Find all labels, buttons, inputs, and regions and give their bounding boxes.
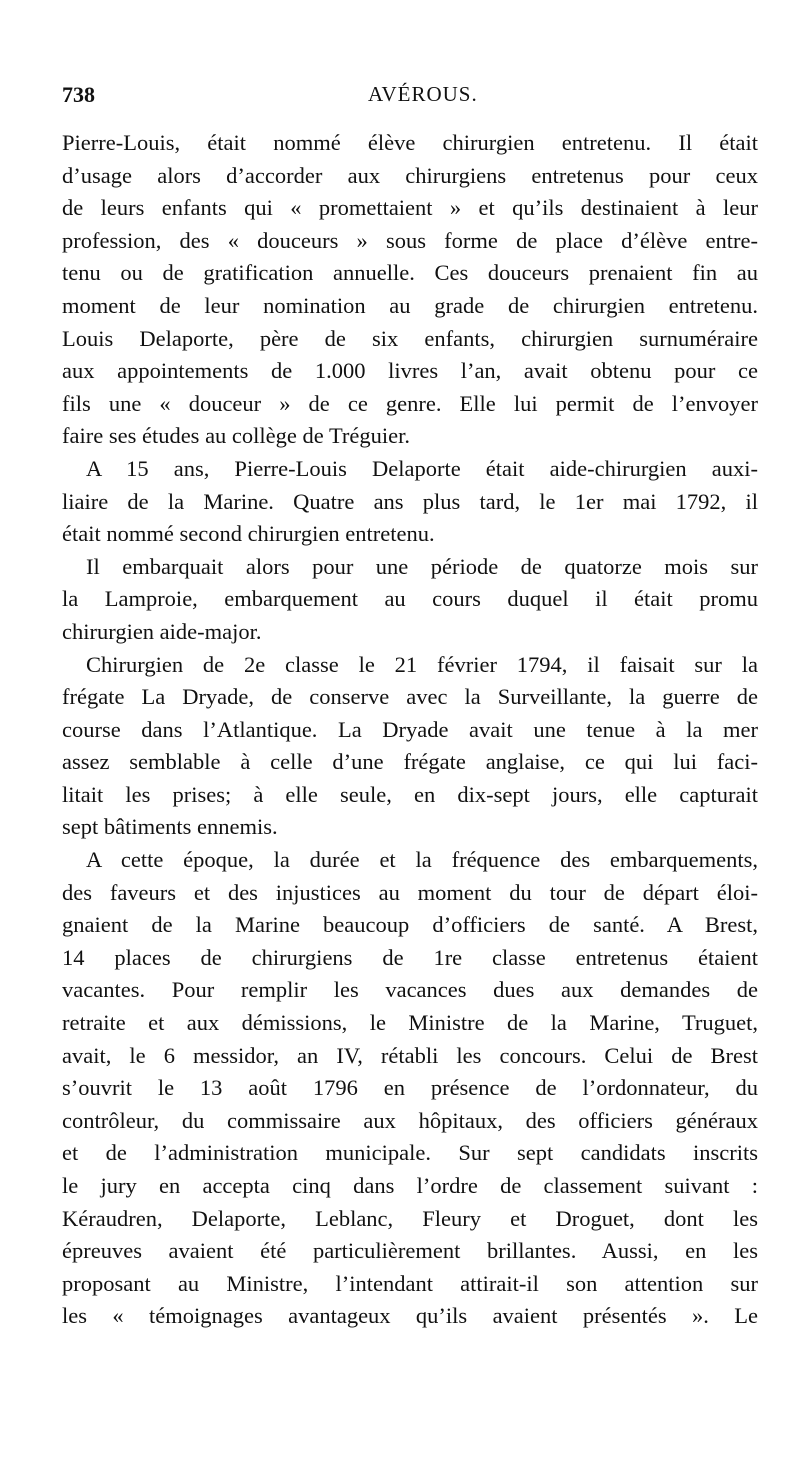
text-line: assez semblable à celle d’une frégate anglaise, ce qui lui faci- [62,749,758,775]
text-line: A cette époque, la durée et la fréquence des embarquements, [86,847,758,873]
text-line: frégate La Dryade, de conserve avec la Surveillante, la guerre de [62,684,758,710]
text-line: Chirurgien de 2e classe le 21 février 1794, il faisait sur la [86,651,758,677]
text-line: des faveurs et des injustices au moment du tour de départ éloi- [62,879,758,905]
text-line: 14 places de chirurgiens de 1re classe entretenus étaient [62,944,758,970]
text-line: chirurgien aide-major. [62,618,262,644]
text-line: sept bâtiments ennemis. [62,814,278,840]
text-line: faire ses études au collège de Tréguier. [62,423,411,449]
text-line: s’ouvrit le 13 août 1796 en présence de l’ordonnateur, du [62,1075,758,1101]
text-line: proposant au Ministre, l’intendant attirait-il son attention sur [62,1270,758,1296]
text-line: Louis Delaporte, père de six enfants, chirurgien surnuméraire [62,325,758,351]
text-line: les « témoignages avantageux qu’ils avaient présentés ». Le [62,1303,758,1329]
text-line: aux appointements de 1.000 livres l’an, avait obtenu pour ce [62,358,758,384]
text-line: moment de leur nomination au grade de chirurgien entretenu. [62,292,758,318]
text-line: litait les prises; à elle seule, en dix-sept jours, elle capturait [62,781,758,807]
text-line: la Lamproie, embarquement au cours duquel il était promu [62,586,758,612]
text-line: retraite et aux démissions, le Ministre de la Marine, Truguet, [62,1010,758,1036]
text-line: contrôleur, du commissaire aux hôpitaux, des officiers généraux [62,1107,758,1133]
body-text [62,127,758,1333]
text-line: A 15 ans, Pierre-Louis Delaporte était aide-chirurgien auxi- [86,455,758,481]
text-line: Kéraudren, Delaporte, Leblanc, Fleury et Droguet, dont les [62,1205,758,1231]
text-line: épreuves avaient été particulièrement brillantes. Aussi, en les [62,1238,758,1264]
text-line: profession, des « douceurs » sous forme de place d’élève entre- [62,227,758,253]
text-line: liaire de la Marine. Quatre ans plus tard, le 1er mai 1792, il [62,488,758,514]
text-line: vacantes. Pour remplir les vacances dues aux demandes de [62,977,758,1003]
text-line: fils une « douceur » de ce genre. Elle lui permit de l’envoyer [62,390,758,416]
text-line: Il embarquait alors pour une période de quatorze mois sur [86,553,758,579]
text-line: avait, le 6 messidor, an IV, rétabli les concours. Celui de Brest [62,1042,758,1068]
text-line: et de l’administration municipale. Sur sept candidats inscrits [62,1140,758,1166]
text-line: gnaient de la Marine beaucoup d’officiers de santé. A Brest, [62,912,758,938]
text-line: Pierre-Louis, était nommé élève chirurgien entretenu. Il était [62,130,758,155]
text-line: d’usage alors d’accorder aux chirurgiens entretenus pour ceux [62,162,758,188]
text-line: course dans l’Atlantique. La Dryade avait une tenue à la mer [62,716,758,742]
running-title: AVÉROUS. [368,82,478,106]
text-line: tenu ou de gratification annuelle. Ces douceurs prenaient fin au [62,260,758,286]
page-header [62,82,758,122]
page-number: 738 [62,82,95,107]
text-line: le jury en accepta cinq dans l’ordre de classement suivant : [62,1173,758,1198]
text-line: était nommé second chirurgien entretenu. [62,521,435,547]
text-line: de leurs enfants qui « promettaient » et qu’ils destinaient à leur [62,195,758,221]
